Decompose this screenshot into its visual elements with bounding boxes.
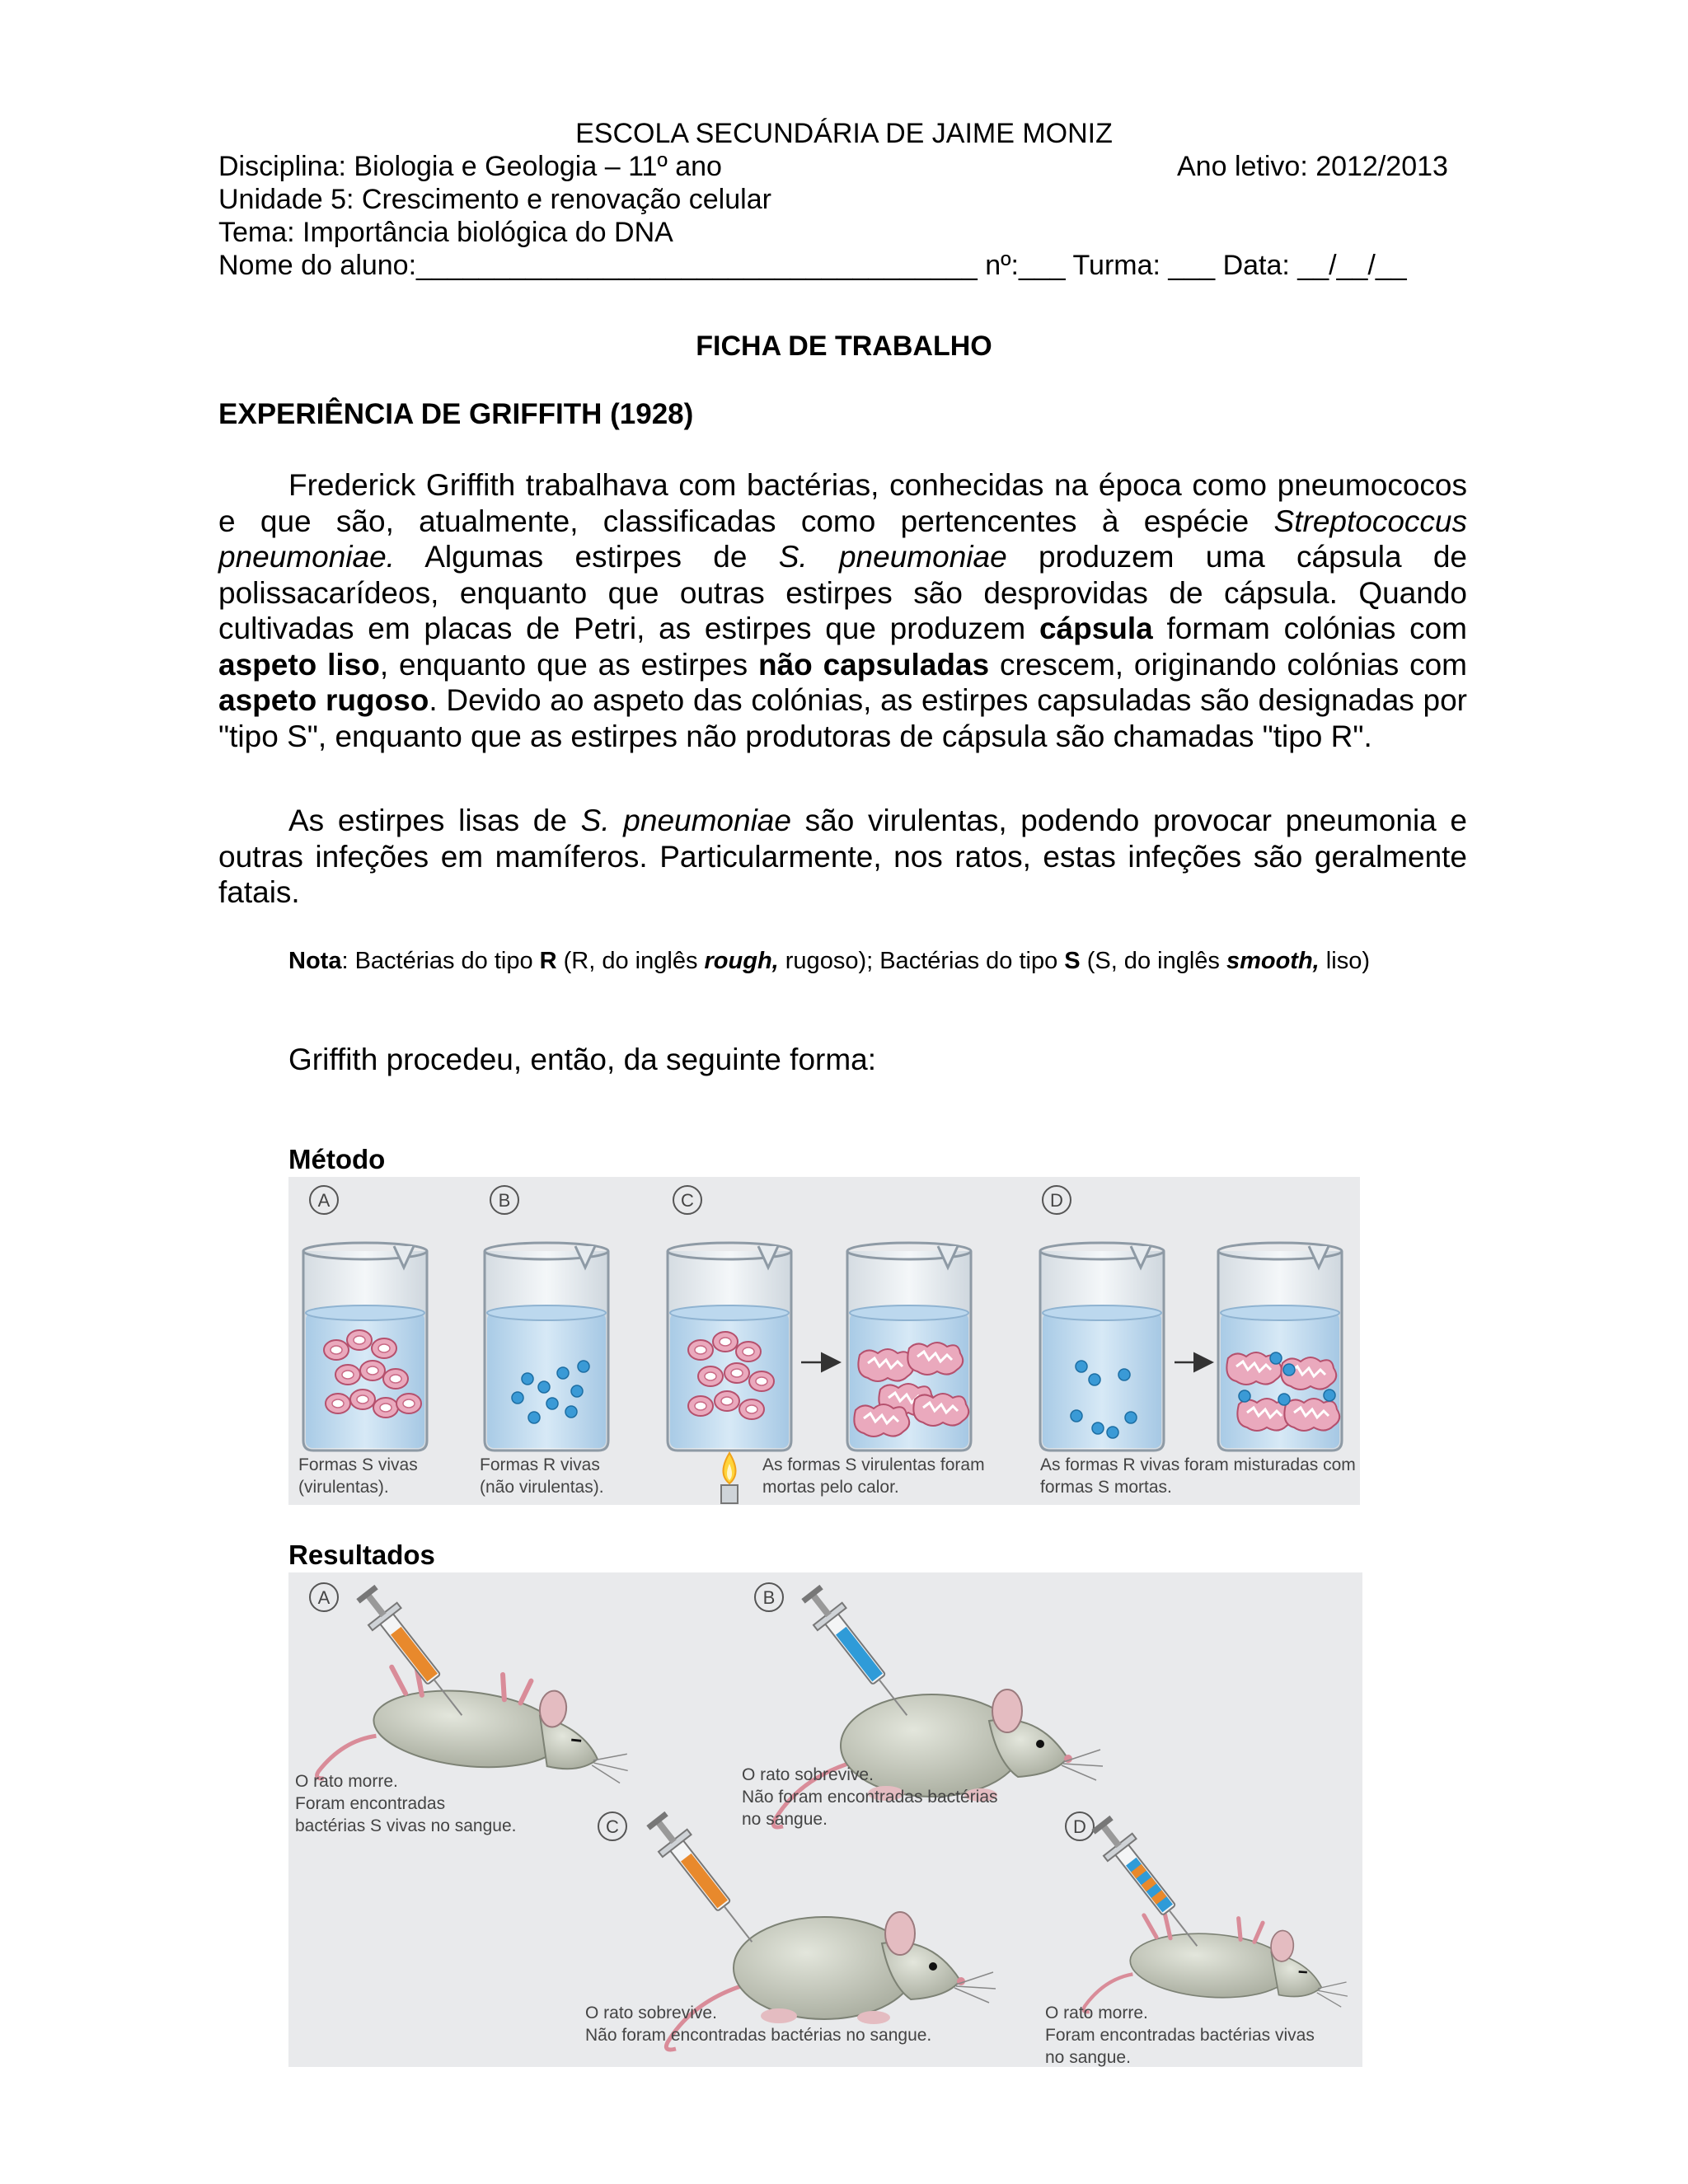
result-letter-c bbox=[598, 1812, 626, 1840]
burner-flame bbox=[721, 1453, 738, 1503]
result-letter-b bbox=[755, 1583, 783, 1611]
theme: Tema: Importância biológica do DNA bbox=[218, 217, 673, 248]
method-caption-a: Formas S vivas (virulentas). bbox=[298, 1455, 418, 1497]
result-letter-d bbox=[1066, 1812, 1094, 1840]
result-caption-b: O rato sobrevive. Não foram encontradas bactérias no sangue. bbox=[742, 1765, 998, 1829]
student-info-line: Nome do aluno:____________________________________ nº:___ Turma: ___ Data: __/__/__ bbox=[218, 250, 1407, 281]
svg-text:B: B bbox=[762, 1587, 776, 1608]
beaker-c-dead bbox=[847, 1243, 971, 1451]
worksheet-title: FICHA DE TRABALHO bbox=[696, 330, 992, 362]
result-caption-d: O rato morre. Foram encontradas bactérias vivas no sangue. bbox=[1045, 2004, 1315, 2067]
method-caption-c: As formas S virulentas foram mortas pelo calor. bbox=[762, 1455, 985, 1497]
note: Nota: Bactérias do tipo R (R, do inglês rough, rugoso); Bactérias do tipo S (S, do inglês smooth, liso) bbox=[288, 948, 1370, 974]
beaker-c-heated bbox=[668, 1243, 791, 1451]
section-title: EXPERIÊNCIA DE GRIFFITH (1928) bbox=[218, 398, 694, 430]
svg-text:D: D bbox=[1073, 1816, 1086, 1837]
svg-text:C: C bbox=[681, 1190, 694, 1211]
beaker-a bbox=[303, 1243, 427, 1451]
svg-text:B: B bbox=[498, 1190, 511, 1211]
result-caption-c: O rato sobrevive. Não foram encontradas bactérias no sangue. bbox=[585, 2004, 932, 2045]
paragraph-virulence: As estirpes lisas de S. pneumoniae são virulentas, podendo provocar pneumonia e outras infeções em mamíferos. Particularmente, nos ratos, estas infeções são geralmente fatais. bbox=[218, 804, 1467, 909]
discipline: Disciplina: Biologia e Geologia – 11º ano bbox=[218, 151, 722, 182]
svg-text:A: A bbox=[317, 1587, 331, 1608]
method-caption-b: Formas R vivas (não virulentas). bbox=[480, 1455, 604, 1497]
results-figure bbox=[288, 1572, 1362, 2067]
beaker-b bbox=[485, 1243, 608, 1451]
paragraph-intro: Frederick Griffith trabalhava com bactérias, conhecidas na época como pneumococos e que são, atualmente, classificadas como pertencentes à espécie Streptococcus pneumoniae. Algumas estirpes de S. pneumoniae produzem uma cápsula de polissacarídeos, enquanto que outras estirpes são desprovidas de cápsula. Quando cultivadas em placas de Petri, as estirpes que produzem cápsula formam colónias com aspeto liso, enquanto que as estirpes não capsuladas crescem, originando colónias com aspeto rugoso. Devido ao aspeto das colónias, as estirpes capsuladas são designadas por "tipo S", enquanto que as estirpes não produtoras de cápsula são chamadas "tipo R". bbox=[218, 468, 1468, 753]
method-label: Método bbox=[288, 1144, 386, 1174]
school-name: ESCOLA SECUNDÁRIA DE JAIME MONIZ bbox=[575, 118, 1113, 149]
method-figure bbox=[288, 1177, 1360, 1505]
results-label: Resultados bbox=[288, 1540, 435, 1570]
beaker-d-live-r bbox=[1040, 1243, 1164, 1451]
result-letter-a bbox=[310, 1583, 338, 1611]
school-year: Ano letivo: 2012/2013 bbox=[1177, 151, 1448, 182]
svg-text:D: D bbox=[1050, 1190, 1063, 1211]
method-caption-d: As formas R vivas foram misturadas com formas S mortas. bbox=[1040, 1455, 1356, 1497]
unit: Unidade 5: Crescimento e renovação celular bbox=[218, 184, 771, 215]
method-letter-b bbox=[490, 1186, 518, 1214]
svg-text:C: C bbox=[606, 1816, 619, 1837]
method-letter-c bbox=[673, 1186, 701, 1214]
result-caption-a: O rato morre. Foram encontradas bactérias S vivas no sangue. bbox=[295, 1772, 517, 1835]
method-letter-a bbox=[310, 1186, 338, 1214]
beaker-d-mix bbox=[1218, 1243, 1342, 1451]
procedure-intro: Griffith procedeu, então, da seguinte forma: bbox=[288, 1043, 877, 1076]
method-letter-d bbox=[1043, 1186, 1071, 1214]
svg-text:A: A bbox=[317, 1190, 331, 1211]
